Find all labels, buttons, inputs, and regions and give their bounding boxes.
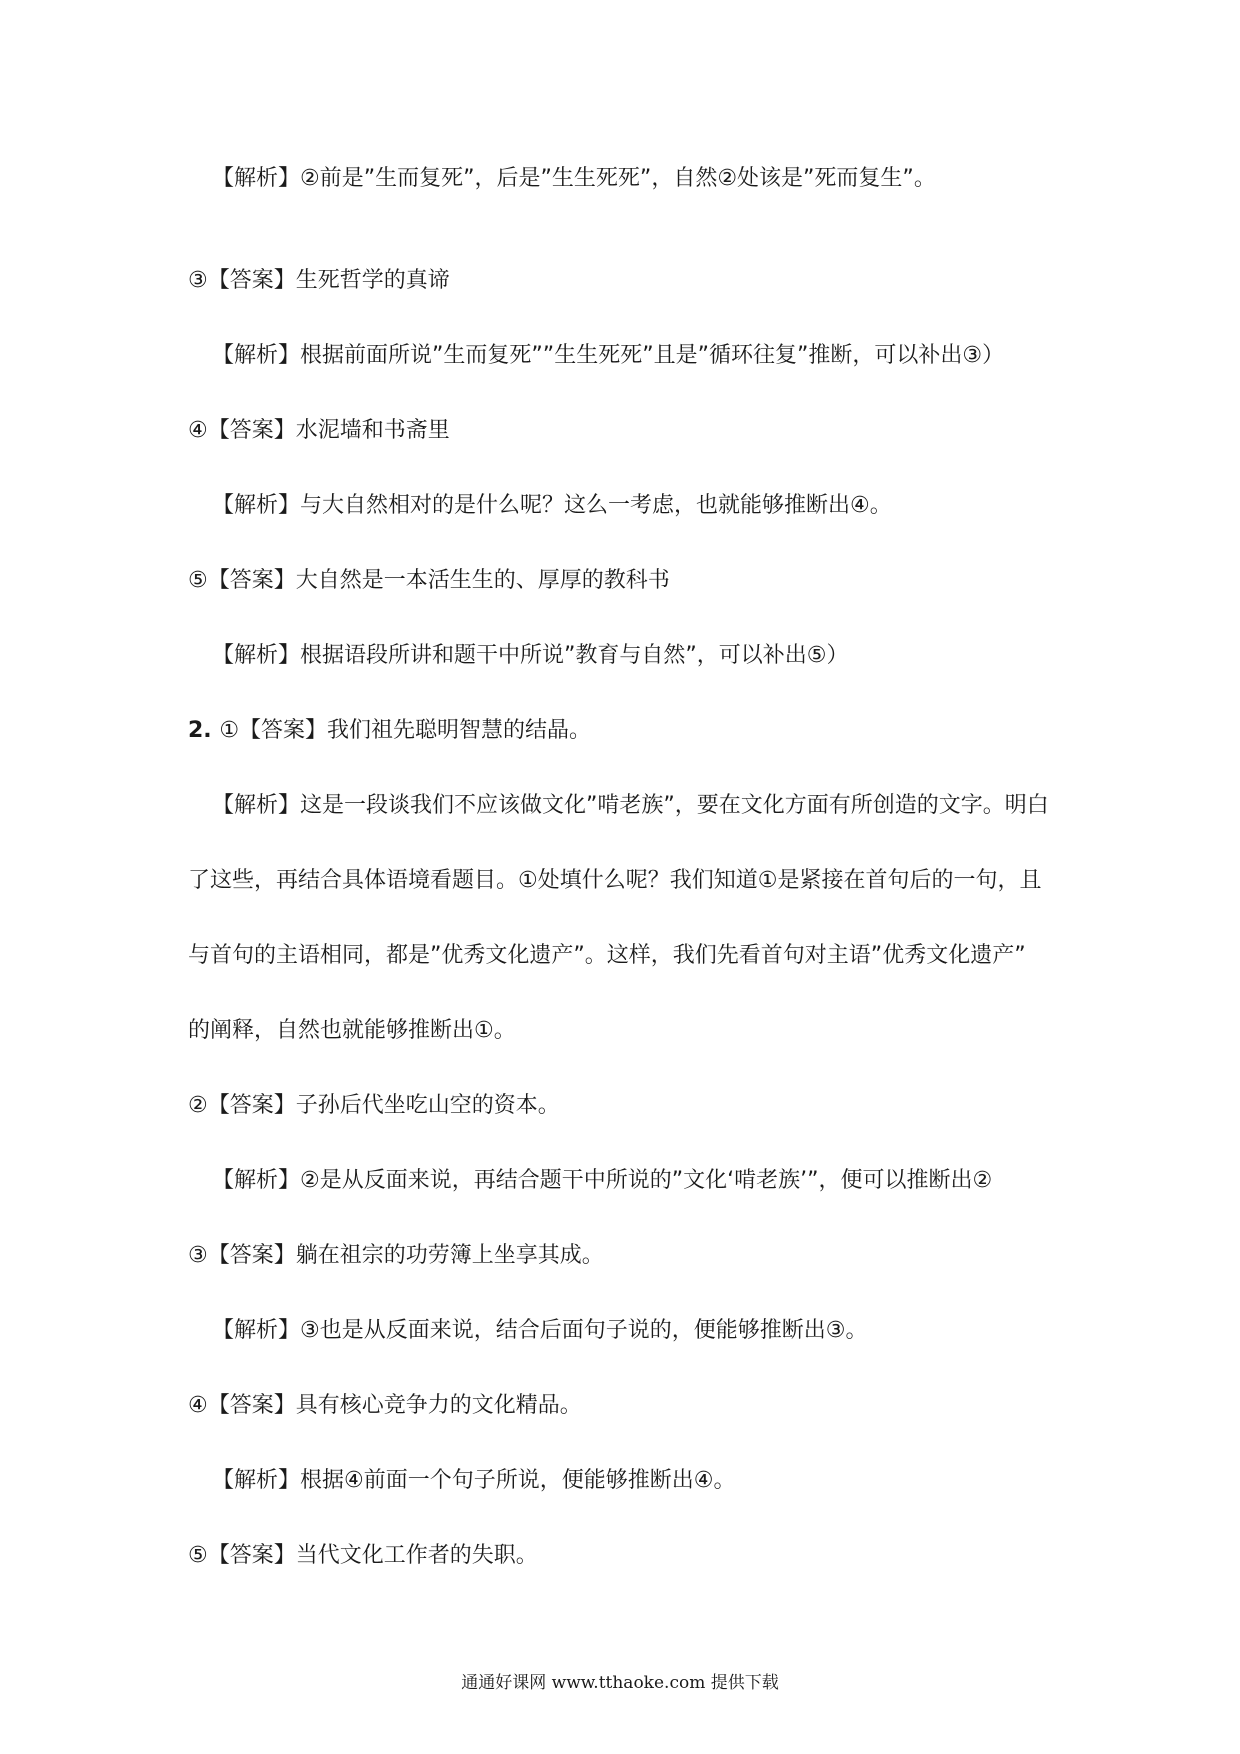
question-2-answer-line	[188, 693, 1068, 768]
analysis-line: 【解析】②是从反面来说，再结合题干中所说的”文化‘啃老族’”，便可以推断出②	[212, 1168, 993, 1193]
analysis-line: 【解析】②前是”生而复死”，后是”生生死死”，自然②处该是”死而复生”。	[212, 166, 936, 191]
page-footer: 通通好课网 www.tthaoke.com 提供下载	[461, 1673, 779, 1693]
analysis-line: 【解析】根据前面所说”生而复死””生生死死”且是”循环往复”推断，可以补出③）	[212, 343, 1005, 368]
analysis-continuation: 的阐释，自然也就能够推断出①。	[188, 1018, 516, 1043]
answer-line: ③【答案】生死哲学的真谛	[188, 268, 450, 293]
analysis-line: 【解析】③也是从反面来说，结合后面句子说的，便能够推断出③。	[212, 1318, 868, 1343]
answer-line: ⑤【答案】当代文化工作者的失职。	[188, 1543, 538, 1568]
answer-line: ⑤【答案】大自然是一本活生生的、厚厚的教科书	[188, 568, 670, 593]
answer-line: ④【答案】具有核心竞争力的文化精品。	[188, 1393, 582, 1418]
answer-line: ④【答案】水泥墙和书斋里	[188, 418, 450, 443]
question-number: 2.	[188, 718, 220, 743]
answer-line: ②【答案】子孙后代坐吃山空的资本。	[188, 1093, 560, 1118]
analysis-line: 【解析】根据语段所讲和题干中所说”教育与自然”，可以补出⑤）	[212, 643, 849, 668]
analysis-line: 【解析】根据④前面一个句子所说，便能够推断出④。	[212, 1468, 736, 1493]
answer-line: ③【答案】躺在祖宗的功劳簿上坐享其成。	[188, 1243, 604, 1268]
analysis-continuation: 与首句的主语相同，都是”优秀文化遗产”。这样，我们先看首句对主语”优秀文化遗产”	[188, 943, 1026, 968]
document-body	[188, 168, 1068, 1593]
analysis-line: 【解析】这是一段谈我们不应该做文化”啃老族”，要在文化方面有所创造的文字。明白	[212, 793, 1049, 818]
analysis-line: 【解析】与大自然相对的是什么呢？这么一考虑，也就能够推断出④。	[212, 493, 892, 518]
answer-text: ①【答案】我们祖先聪明智慧的结晶。	[219, 718, 592, 743]
analysis-continuation: 了这些，再结合具体语境看题目。①处填什么呢？我们知道①是紧接在首句后的一句，且	[188, 868, 1042, 893]
